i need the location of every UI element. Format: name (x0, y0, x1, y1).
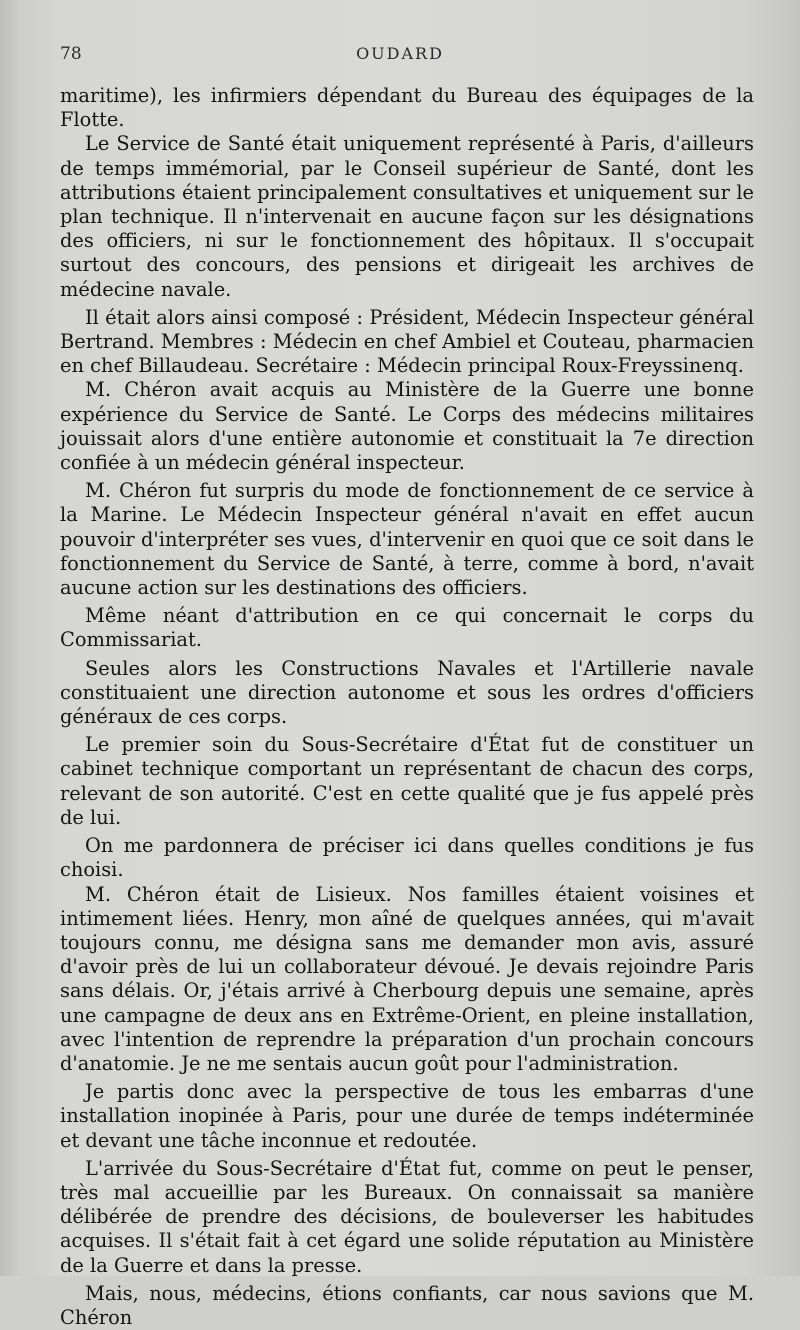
paragraph: Le Service de Santé était uniquement représenté à Paris, d'ailleurs de temps immémorial, par le Conseil supérieur de Santé, dont les attributions étaient principalement consultatives et uniquement sur le plan technique. Il n'intervenait en aucune façon sur les désignations des officiers, ni sur le fonctionnement des hôpitaux. Il s'occupait surtout des concours, des pensions et dirigeait les archives de médecine navale. (60, 132, 754, 301)
page-header (0, 44, 800, 74)
page-number: 78 (60, 44, 82, 64)
paragraph: Je partis donc avec la perspective de tous les embarras d'une installation inopinée à Paris, pour une durée de temps indéterminée et devant une tâche inconnue et redoutée. (60, 1080, 754, 1152)
paragraph: M. Chéron était de Lisieux. Nos familles étaient voisines et intimement liées. Henry, mon aîné de quelques années, qui m'avait toujours connu, me désigna sans me demander mon avis, assuré d'avoir près de lui un collaborateur dévoué. Je devais rejoindre Paris sans délais. Or, j'étais arrivé à Cherbourg depuis une semaine, après une campagne de deux ans en Extrême-Orient, en pleine installation, avec l'intention de reprendre la préparation d'un prochain concours d'anatomie. Je ne me sentais aucun goût pour l'administration. (60, 882, 754, 1075)
paragraph: Le premier soin du Sous-Secrétaire d'État fut de constituer un cabinet technique comportant un représentant de chacun des corps, relevant de son autorité. C'est en cette qualité que je fus appelé près de lui. (60, 733, 754, 829)
body-text (60, 84, 754, 1330)
paragraph: Même néant d'attribution en ce qui concernait le corps du Commissariat. (60, 604, 754, 652)
paragraph: M. Chéron fut surpris du mode de fonctionnement de ce service à la Marine. Le Médecin Inspecteur général n'avait en effet aucun pouvoir d'interpréter ses vues, d'intervenir en quoi que ce soit dans le fonctionnement du Service de Santé, à terre, comme à bord, n'avait aucune action sur les destinations des officiers. (60, 479, 754, 600)
paragraph: maritime), les infirmiers dépendant du Bureau des équipages de la Flotte. (60, 84, 754, 132)
paragraph: Il était alors ainsi composé : Président, Médecin Inspecteur général Bertrand. Membres : Médecin en chef Ambiel et Couteau, pharmacien en chef Billaudeau. Secrétaire : Médecin principal Roux-Freyssinenq. (60, 305, 754, 378)
running-head: OUDARD (356, 44, 444, 63)
paragraph: M. Chéron avait acquis au Ministère de la Guerre une bonne expérience du Service de Santé. Le Corps des médecins militaires jouissait alors d'une entière autonomie et constituait la 7e direction confiée à un médecin général inspecteur. (60, 378, 754, 475)
paragraph: Mais, nous, médecins, étions confiants, car nous savions que M. Chéron (60, 1281, 754, 1329)
paragraph: Seules alors les Constructions Navales et l'Artillerie navale constituaient une direction autonome et sous les ordres d'officiers généraux de ces corps. (60, 656, 754, 729)
paragraph: L'arrivée du Sous-Secrétaire d'État fut, comme on peut le penser, très mal accueillie par les Bureaux. On connaissait sa manière délibérée de prendre des décisions, de bouleverser les habitudes acquises. Il s'était fait à cet égard une solide réputation au Ministère de la Guerre et dans la presse. (60, 1156, 754, 1277)
paragraph: On me pardonnera de préciser ici dans quelles conditions je fus choisi. (60, 834, 754, 882)
